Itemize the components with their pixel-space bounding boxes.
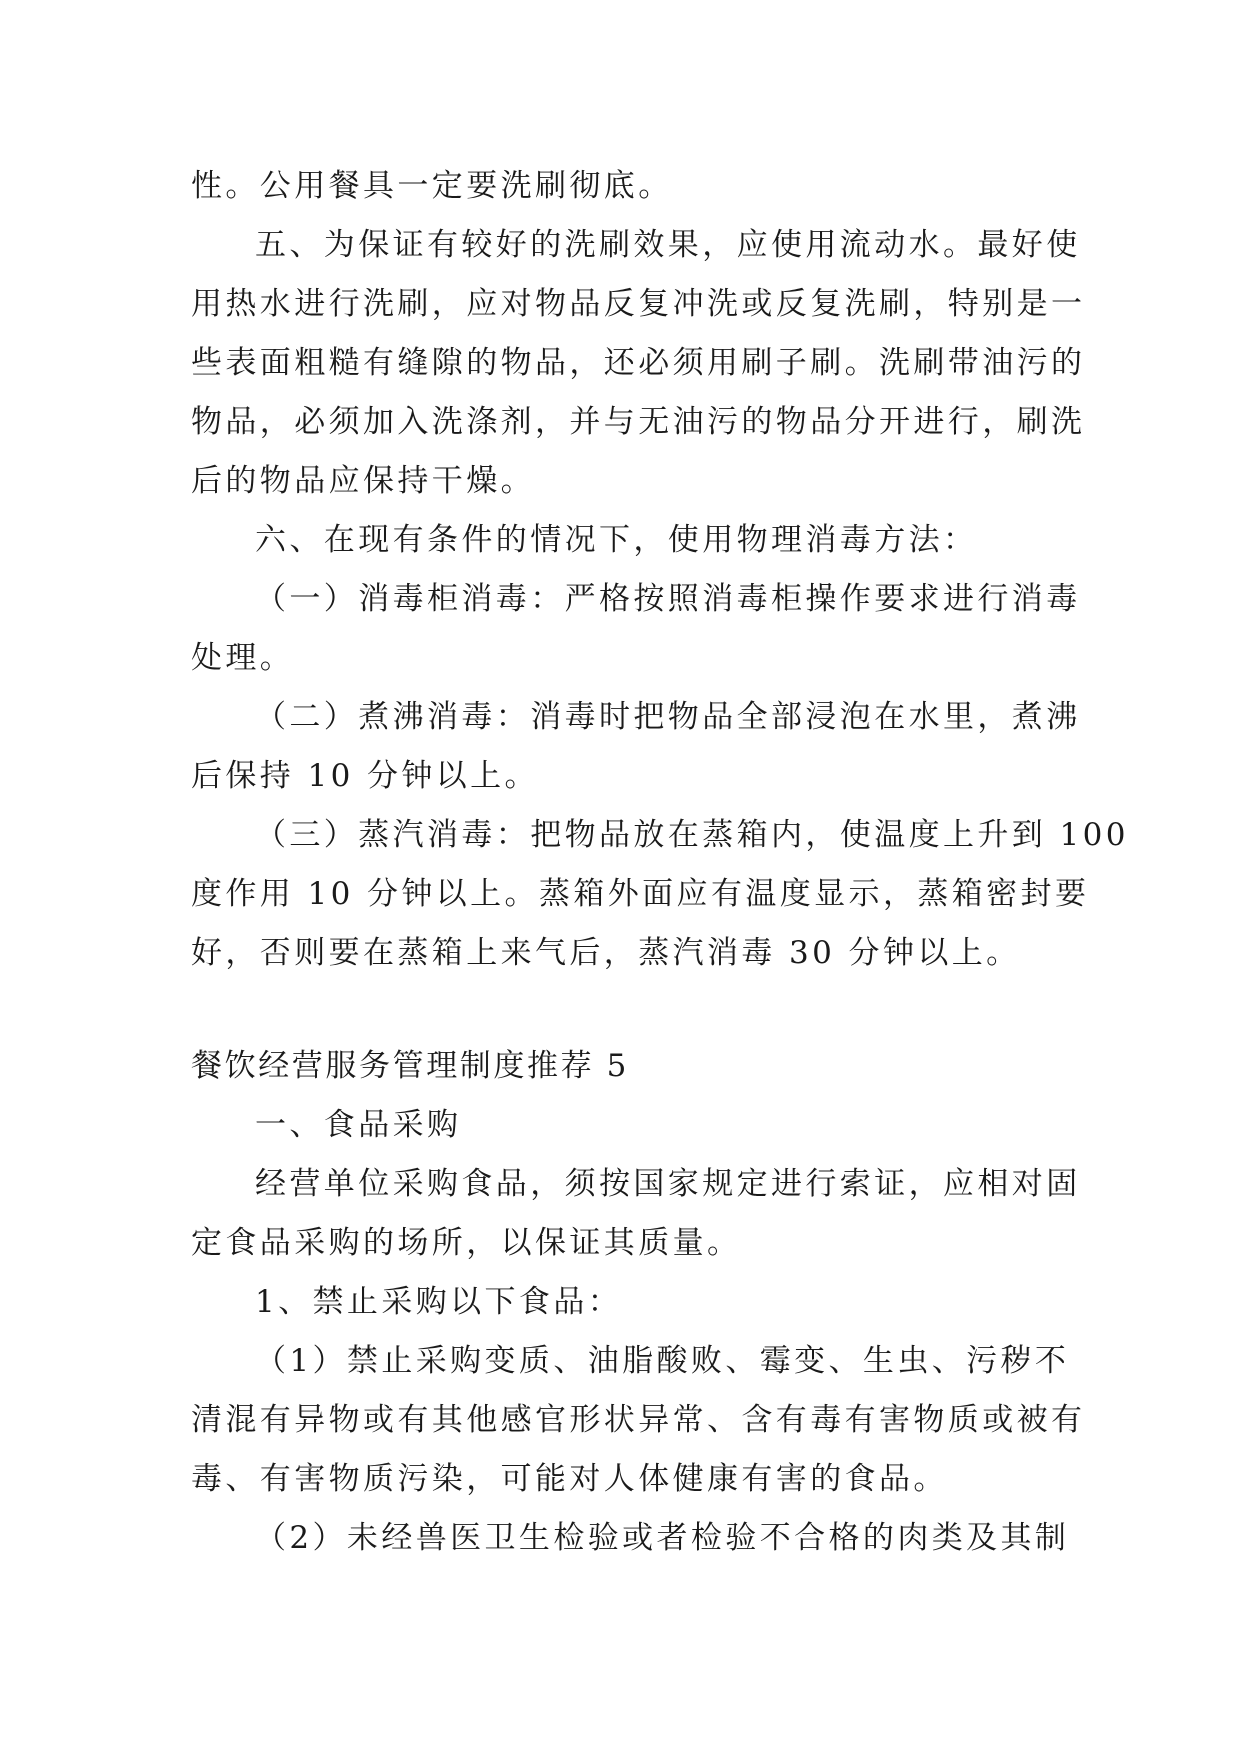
- paragraph-line: 毒、有害物质污染，可能对人体健康有害的食品。: [191, 1461, 948, 1497]
- paragraph-line: 后的物品应保持干燥。: [191, 463, 535, 499]
- paragraph-line: 后保持 10 分钟以上。: [191, 758, 539, 794]
- paragraph-line: 用热水进行洗刷，应对物品反复冲洗或反复洗刷，特别是一: [191, 286, 1086, 322]
- section-title: 餐饮经营服务管理制度推荐 5: [191, 1048, 629, 1084]
- section-gap: [191, 983, 1051, 1037]
- paragraph-line: 清混有异物或有其他感官形状异常、含有毒有害物质或被有: [191, 1402, 1086, 1438]
- paragraph-line: 些表面粗糙有缝隙的物品，还必须用刷子刷。洗刷带油污的: [191, 345, 1086, 381]
- paragraph-line: （1）禁止采购变质、油脂酸败、霉变、生虫、污秽不: [255, 1343, 1070, 1379]
- paragraph-line: 好，否则要在蒸箱上来气后，蒸汽消毒 30 分钟以上。: [191, 935, 1021, 971]
- paragraph-line: （二）煮沸消毒：消毒时把物品全部浸泡在水里，煮沸: [255, 699, 1081, 735]
- paragraph-line: （一）消毒柜消毒：严格按照消毒柜操作要求进行消毒: [255, 581, 1081, 617]
- paragraph-line: 度作用 10 分钟以上。蒸箱外面应有温度显示，蒸箱密封要: [191, 876, 1090, 912]
- paragraph-line: （三）蒸汽消毒：把物品放在蒸箱内，使温度上升到 100: [255, 817, 1129, 853]
- paragraph-line: 处理。: [191, 640, 295, 676]
- paragraph-line: 定食品采购的场所，以保证其质量。: [191, 1225, 742, 1261]
- paragraph-line: 六、在现有条件的情况下，使用物理消毒方法：: [255, 522, 978, 558]
- paragraph-line: 一、食品采购: [255, 1107, 462, 1143]
- paragraph-line: 1、禁止采购以下食品：: [255, 1284, 623, 1320]
- paragraph-line: 性。公用餐具一定要洗刷彻底。: [191, 168, 673, 204]
- paragraph-line: （2）未经兽医卫生检验或者检验不合格的肉类及其制: [255, 1520, 1070, 1556]
- paragraph-line: 经营单位采购食品，须按国家规定进行索证，应相对固: [255, 1166, 1081, 1202]
- paragraph-line: 物品，必须加入洗涤剂，并与无油污的物品分开进行，刷洗: [191, 404, 1086, 440]
- document-body: [191, 157, 1129, 1568]
- paragraph-line: 五、为保证有较好的洗刷效果，应使用流动水。最好使: [255, 227, 1081, 263]
